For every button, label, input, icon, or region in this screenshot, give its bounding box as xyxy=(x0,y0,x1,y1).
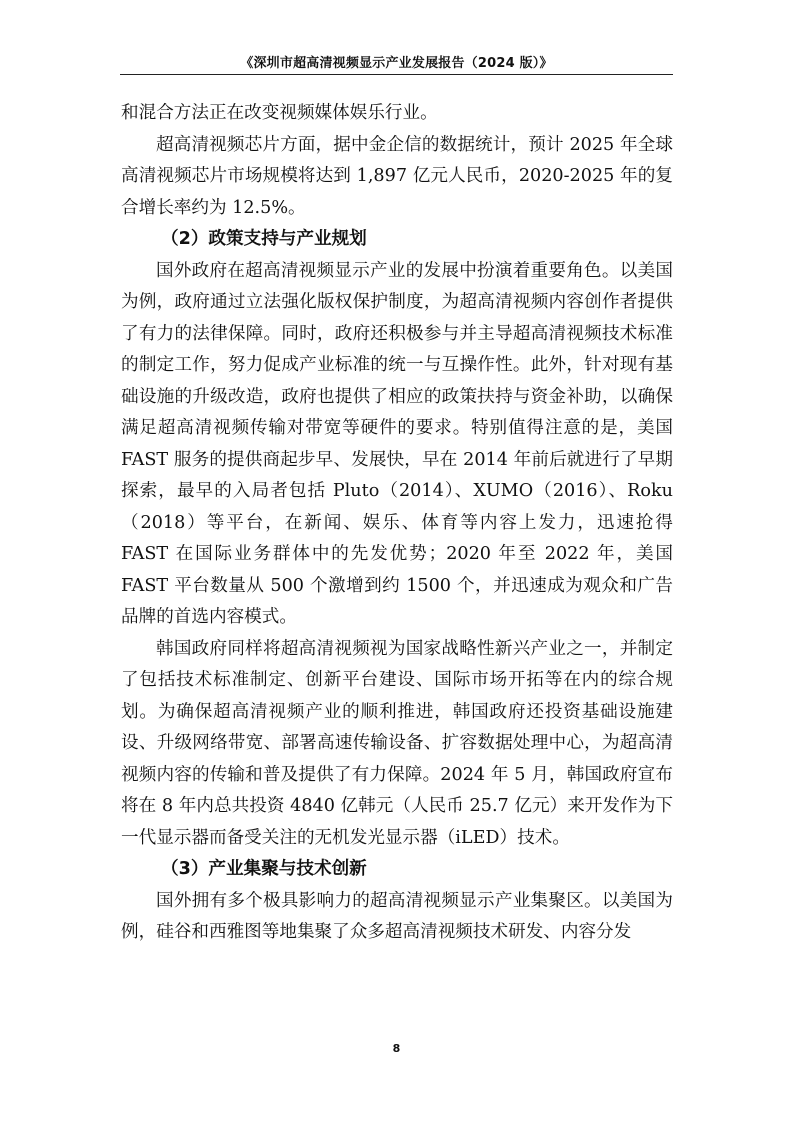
page-number: 8 xyxy=(392,1042,401,1055)
running-header: 《深圳市超高清视频显示产业发展报告（2024 版）》 xyxy=(240,56,553,71)
paragraph-continuation: 和混合方法正在改变视频媒体娱乐行业。 xyxy=(121,103,438,123)
section-heading-cluster: （3）产业集聚与技术创新 xyxy=(161,859,367,879)
document-body xyxy=(121,98,673,949)
paragraph-industry-cluster: 国外拥有多个极具影响力的超高清视频显示产业集聚区。以美国为例，硅谷和西雅图等地集聚了众多超高清视频技术研发、内容分发 xyxy=(121,890,673,942)
paragraph-korea-policy: 韩国政府同样将超高清视频视为国家战略性新兴产业之一，并制定了包括技术标准制定、创新平台建设、国际市场开拓等在内的综合规划。为确保超高清视频产业的顺利推进，韩国政府还投资基础设施建设、升级网络带宽、部署高速传输设备、扩容数据处理中心，为超高清视频内容的传输和普及提供了有力保障。2024 年 5 月，韩国政府宣布将在 8 年内总共投资 4840 亿韩元（人民币 25.7 亿元）来开发作为下一代显示器而备受关注的无机发光显示器（iLED）技术。 xyxy=(121,638,673,848)
paragraph-us-policy: 国外政府在超高清视频显示产业的发展中扮演着重要角色。以美国为例，政府通过立法强化版权保护制度，为超高清视频内容创作者提供了有力的法律保障。同时，政府还积极参与并主导超高清视频技术标准的制定工作，努力促成产业标准的统一与互操作性。此外，针对现有基础设施的升级改造，政府也提供了相应的政策扶持与资金补助，以确保满足超高清视频传输对带宽等硬件的要求。特别值得注意的是，美国 FAST 服务的提供商起步早、发展快，早在 2014 年前后就进行了早期探索，最早的入局者包括 Pluto（2014）、XUMO（2016）、Roku（2018）等平台，在新闻、娱乐、体育等内容上发力，迅速抢得 FAST 在国际业务群体中的先发优势；2020 年至 2022 年，美国 FAST 平台数量从 500 个激增到约 1500 个，并迅速成为观众和广告品牌的首选内容模式。 xyxy=(121,260,673,627)
header-divider xyxy=(120,74,673,75)
paragraph-video-chip: 超高清视频芯片方面，据中金企信的数据统计，预计 2025 年全球高清视频芯片市场规模将达到 1,897 亿元人民币，2020-2025 年的复合增长率约为 12.5%。 xyxy=(121,134,673,218)
section-heading-policy: （2）政策支持与产业规划 xyxy=(161,229,367,249)
